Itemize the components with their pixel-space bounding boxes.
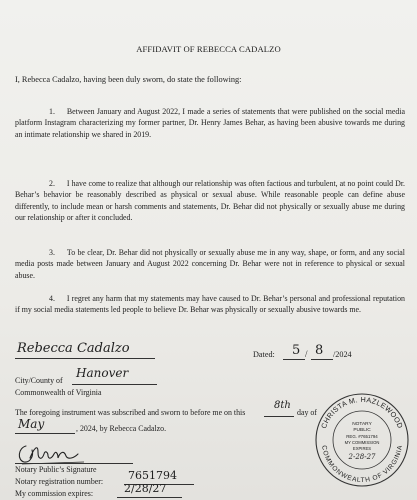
seal-commonwealth: COMMONWEALTH OF VIRGINIA — [320, 444, 404, 485]
document-title: AFFIDAVIT OF REBECCA CADALZO — [136, 44, 281, 54]
date-year: /2024 — [333, 350, 352, 359]
seal-line-commission: MY COMMISSION — [344, 440, 380, 445]
paragraph-3 — [15, 247, 405, 281]
notary-registration-value: 7651794 — [128, 469, 177, 482]
commission-line — [117, 497, 182, 498]
seal-line-expires: EXPIRES — [352, 446, 372, 451]
paragraph-3-text: To be clear, Dr. Behar did not physically or sexually abuse me in any way, shape, or form, and any social media posts made between January and August 2022 concerning Dr. Behar were not in reference to physical or sexual abuse. — [15, 248, 405, 280]
intro-statement: I, Rebecca Cadalzo, having been duly sworn, do state the following: — [15, 75, 242, 84]
seal-line-reg: REG. #7651794 — [346, 434, 378, 439]
notary-signature-line — [15, 463, 133, 464]
affiant-signature-line — [15, 358, 155, 359]
commonwealth-label: Commonwealth of Virginia — [15, 388, 102, 397]
paragraph-4-number: 4. — [49, 294, 55, 303]
commission-label: My commission expires: — [15, 489, 94, 498]
sworn-text: The foregoing instrument was subscribed and sworn to before me on this — [15, 408, 246, 417]
date-month: 5 — [292, 343, 301, 358]
sworn-month: May — [18, 417, 45, 431]
sworn-day-line — [264, 416, 294, 417]
paragraph-3-number: 3. — [49, 248, 55, 257]
city-county-line — [72, 384, 157, 385]
date-month-line — [283, 359, 305, 360]
paragraph-2-text: I have come to realize that although our relationship was often factious and turbulent, at no point could Dr. Behar’s behavior be reasonably described as physical or sexual abuse. While reasonable people can define abuse differently, to include mean or harsh comments and statements, Dr. Behar did not physically or sexually abuse me during our relationship or after it concluded. — [15, 179, 405, 223]
paragraph-1-number: 1. — [49, 107, 55, 116]
paragraph-4-text: I regret any harm that my statements may have caused to Dr. Behar’s personal and professional reputation if my social media statements led people to believe Dr. Behar was physically or sexually abusive towards me. — [15, 294, 405, 315]
city-county-value: Hanover — [76, 366, 129, 380]
seal-line-date: 2-28-27 — [348, 453, 376, 461]
city-county-label: City/County of — [15, 376, 63, 385]
commission-value: 2/28/27 — [124, 482, 167, 495]
paragraph-2-number: 2. — [49, 179, 55, 188]
notary-registration-label: Notary registration number: — [15, 477, 104, 486]
sworn-day: 8th — [274, 400, 291, 411]
sworn-year-text: , 2024, by Rebecca Cadalzo. — [76, 424, 167, 433]
affiant-signature: Rebecca Cadalzo — [17, 341, 130, 356]
seal-line-notary: NOTARY — [352, 422, 372, 427]
paragraph-2 — [15, 178, 405, 224]
date-day: 8 — [315, 343, 324, 358]
seal-name: CHRISTA M. HAZLEWOOD — [318, 394, 406, 430]
sworn-month-line — [15, 433, 75, 434]
paragraph-1-text: Between January and August 2022, I made a series of statements that were published on the social media platform Instagram characterizing my former partner, Dr. Henry James Behar, as having been abusive towards me during an intimate relationship we shared in 2019. — [15, 107, 405, 139]
dated-label: Dated: — [253, 350, 275, 359]
seal-line-public: PUBLIC — [353, 428, 371, 433]
notary-signature-label: Notary Public’s Signature — [15, 465, 97, 474]
document-page: AFFIDAVIT OF REBECCA CADALZO I, Rebecca Cadalzo, having been duly sworn, do state the following: 1. Between January and August 2022, I made a series of statements that were published on the social media platform Instagram characterizing my former partner, Dr. Henry James Behar, as having been abusive towards me during an intimate relationship we shared in 2019. 2. I have come to realize that although our relationship was often factious and turbulent, at no point could Dr. Behar’s behavior be reasonably described as physical or sexual abuse. While reasonable people can define abuse differently, to include mean or harsh comments and statements, Dr. Behar did not physically or sexually abuse me during our relationship or after it concluded. 3. To be clear, Dr. Behar did not physically or sexually abuse me in any way, shape, or form, and any social media posts made between January and August 2022 concerning Dr. Behar were not in reference to physical or sexual abuse. 4. I regret any harm that my statements may have caused to Dr. Behar’s personal and professional reputation if my social media statements led people to believe Dr. Behar was physically or sexually abusive towards me. Rebecca Cadalzo Dated: 5 / 8 /2024 City/County of Hanover Commonwealth of Virginia The foregoing instrument was subscribed and sworn to before me on this 8th day of May , 2024, by Rebecca Cadalzo. Notary Public’s Signature Notary registration number: 7651794 My commission expires: 2/28/27 CHRISTA M. HAZLEWOOD COMMONWEALTH OF VIRGINIA NOTARY PUBLIC REG. #7651794 MY COMMISSION EXPIRES 2-28-27 — [0, 0, 417, 500]
paragraph-4 — [15, 293, 405, 316]
notary-seal — [314, 392, 410, 488]
date-day-line — [311, 359, 333, 360]
sworn-day-suffix: day of — [297, 408, 317, 417]
paragraph-1 — [15, 106, 405, 140]
